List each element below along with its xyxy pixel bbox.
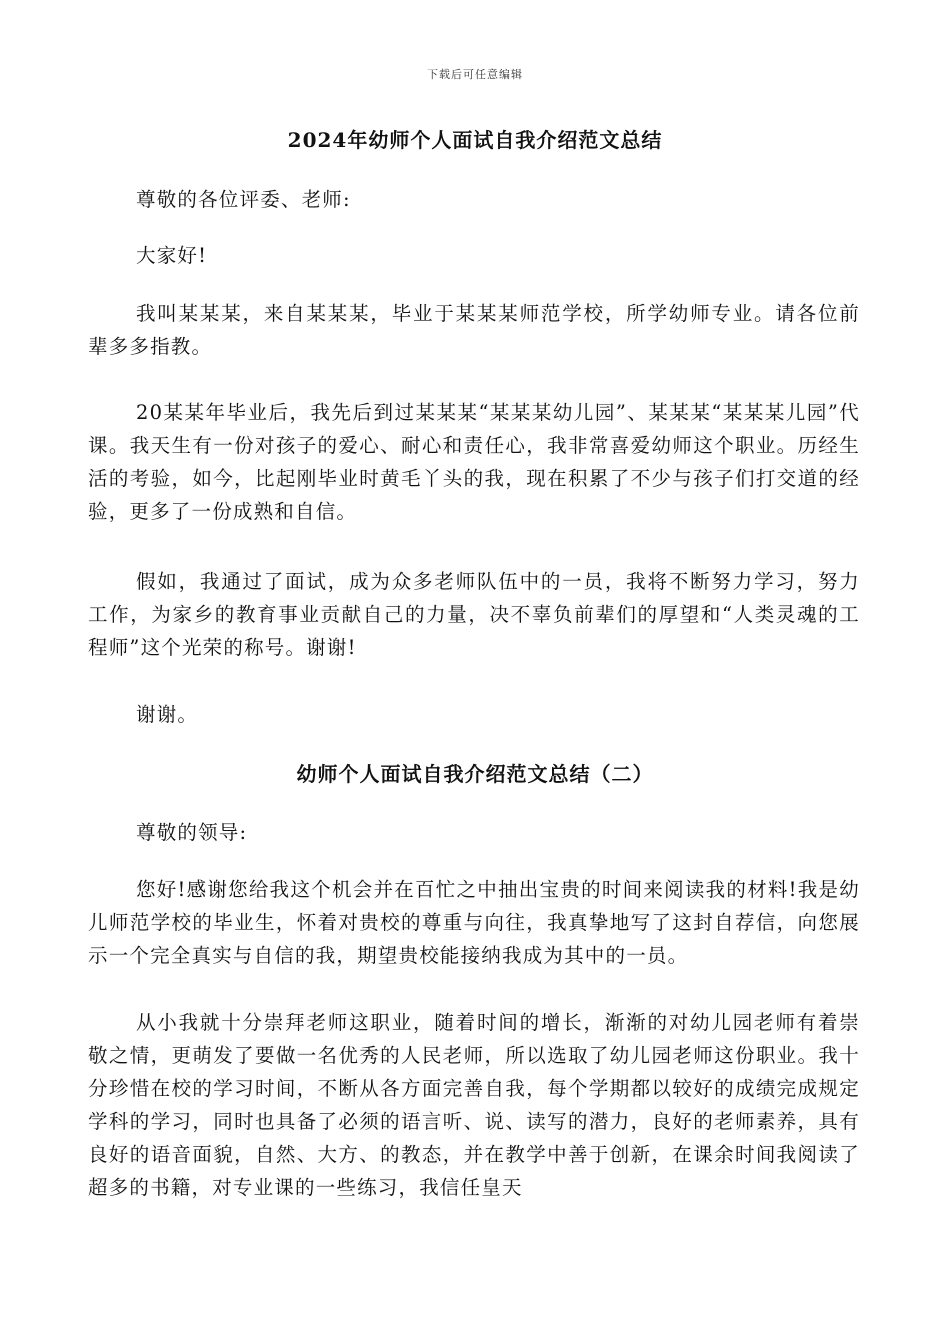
salutation-2: 尊敬的领导: <box>136 821 248 844</box>
salutation: 尊敬的各位评委、老师: <box>136 188 351 211</box>
greeting: 大家好! <box>136 244 208 267</box>
paragraph-commitment: 假如，我通过了面试，成为众多老师队伍中的一员，我将不断努力学习，努力工作，为家乡的教育事业贡献自己的力量，决不辜负前辈们的厚望和“人类灵魂的工程师”这个光荣的称号。谢谢! <box>88 570 860 659</box>
paragraph-greeting: 您好!感谢您给我这个机会并在百忙之中抽出宝贵的时间来阅读我的材料!我是幼儿师范学校的毕业生，怀着对贵校的尊重与向往，我真挚地写了这封自荐信，向您展示一个完全真实与自信的我，期望贵校能接纳我成为其中的一员。 <box>88 878 860 967</box>
paragraph-background: 从小我就十分崇拜老师这职业，随着时间的增长，渐渐的对幼儿园老师有着崇敬之情，更萌发了要做一名优秀的人民老师，所以选取了幼儿园老师这份职业。我十分珍惜在校的学习时间，不断从各方面完善自我，每个学期都以较好的成绩完成规定学科的学习，同时也具备了必须的语言听、说、读写的潜力，良好的老师素养，具有良好的语音面貌，自然、大方、的教态，并在教学中善于创新，在课余时间我阅读了超多的书籍，对专业课的一些练习，我信任皇天 <box>88 1011 860 1199</box>
document-title: 2024年幼师个人面试自我介绍范文总结 <box>287 128 663 152</box>
paragraph-experience: 20某某年毕业后，我先后到过某某某“某某某幼儿园”、某某某“某某某儿园”代课。我天生有一份对孩子的爱心、耐心和责任心，我非常喜爱幼师这个职业。历经生活的考验，如今，比起刚毕业时黄毛丫头的我，现在积累了不少与孩子们打交道的经验，更多了一份成熟和自信。 <box>88 401 860 523</box>
paragraph-intro: 我叫某某某，来自某某某，毕业于某某某师范学校，所学幼师专业。请各位前辈多多指教。 <box>88 302 860 358</box>
closing: 谢谢。 <box>136 703 199 726</box>
header-note: 下载后可任意编辑 <box>427 68 523 81</box>
section-title: 幼师个人面试自我介绍范文总结（二） <box>296 762 654 786</box>
